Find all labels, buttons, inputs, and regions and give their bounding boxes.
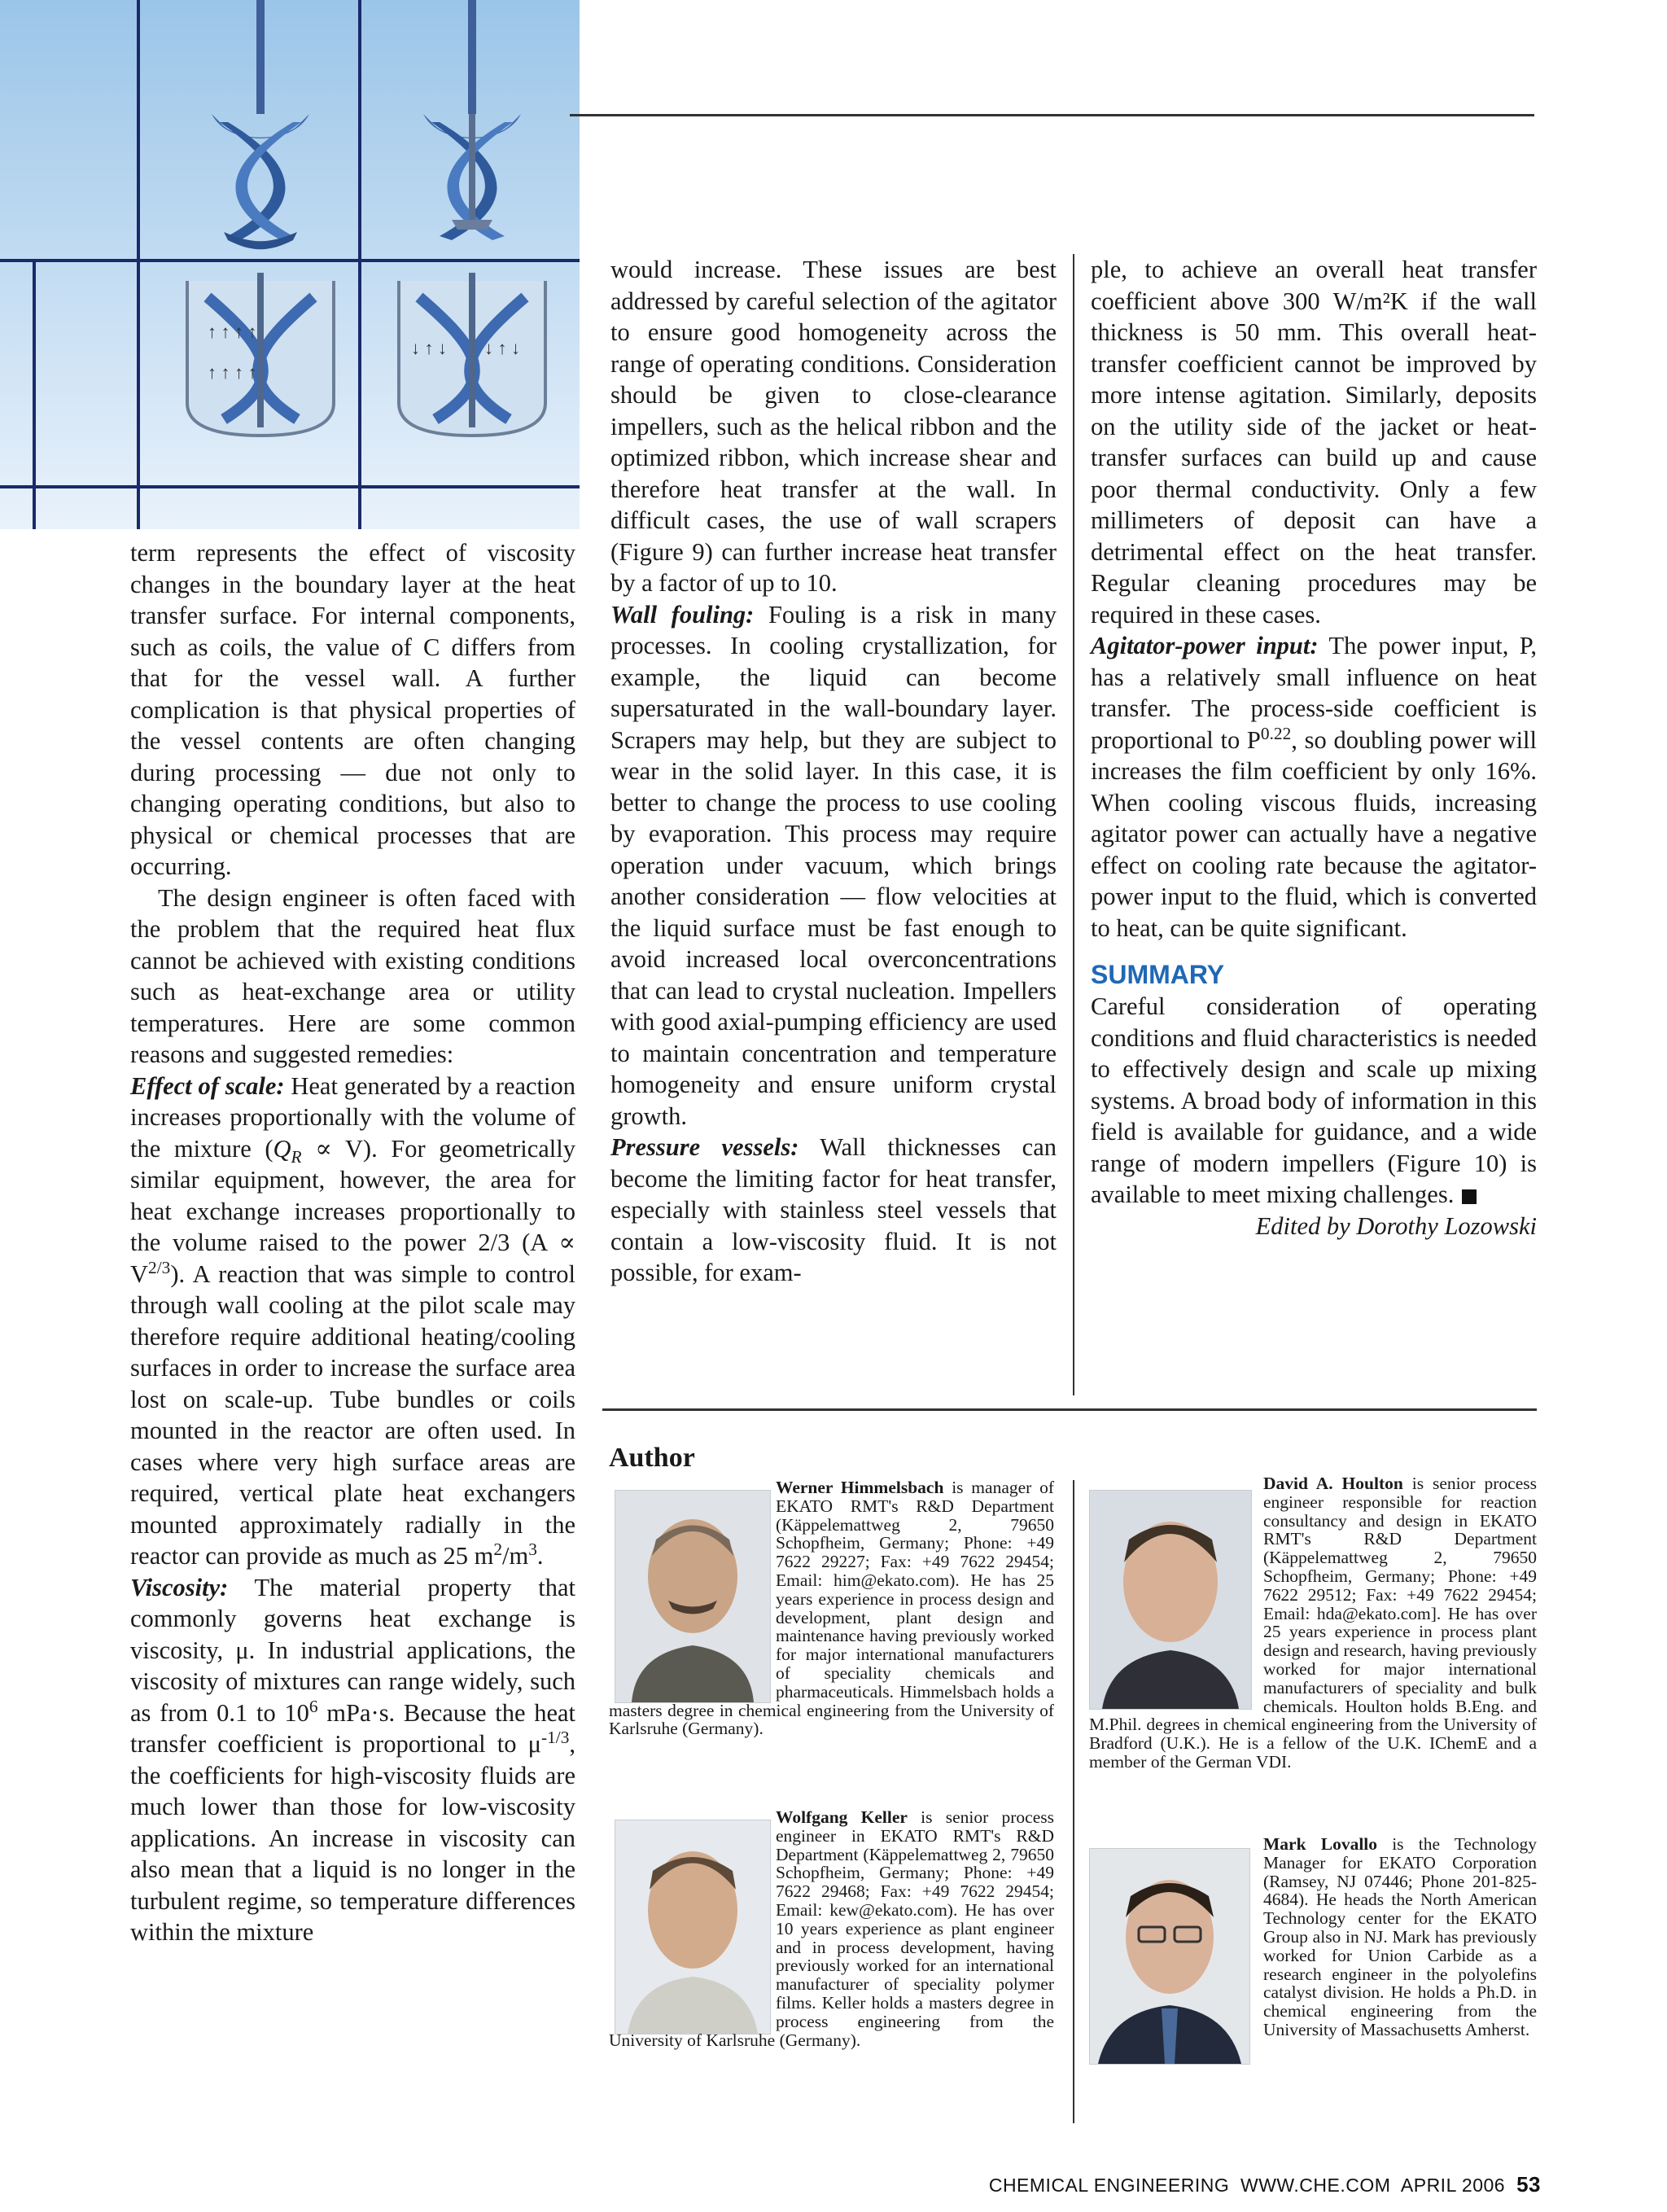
paragraph-wall-fouling: [610, 599, 1057, 1132]
text-run: mPa·s. Because the heat transfer coefficient is proportional to μ: [130, 1698, 576, 1758]
bio-keller: [609, 1808, 1054, 2049]
figure-grid-line: [358, 0, 361, 529]
text-run: ∝ V). For geometrically similar equipment, however, the area for heat exchange increases proportionally to the volume raised to the power 2/3 (A ∝ V: [130, 1134, 575, 1288]
math-exponent: 2: [493, 1539, 502, 1559]
author-name: Mark Lovallo: [1263, 1834, 1378, 1854]
text-column-3: [1091, 254, 1537, 1242]
photo-spacer: [1089, 1474, 1263, 1699]
svg-text:↓ ↑ ↓: ↓ ↑ ↓: [484, 338, 520, 358]
author-bio-text: is senior process engineer in EKATO RMT's R&D Department (Käppelemattweg 2, 79650 Schopfheim, Germany; Phone: +49 7622 29468; Fax: +49 7622 29454; Email: kew@ekato.com). He has over 10 years experience as plant engineer and in process development, having previously worked for an international manufacturer of speciality polymer films. Keller holds a masters degree in process engineering from the University of Karlsruhe (Germany).: [609, 1807, 1054, 2050]
author-name: Werner Himmelsbach: [776, 1478, 944, 1497]
photo-spacer: [609, 1808, 776, 2021]
bio-lovallo: [1089, 1835, 1537, 2057]
run-in-heading: Viscosity:: [130, 1573, 229, 1601]
footer-publication: CHEMICAL ENGINEERING WWW.CHE.COM APRIL 2006: [988, 2175, 1506, 2196]
impeller-figure: [0, 0, 580, 529]
author-bio-text: is the Technology Manager for EKATO Corporation (Ramsey, NJ 07446; Phone 201-825-4684). He heads the North American Technology center for the EKATO Group also in NJ. Mark has previously worked for Union Carbide as a research engineer in the polyolefins catalyst division. He holds a Ph.D. in chemical engineering from the University of Massachusetts Amherst.: [1263, 1834, 1537, 2039]
math-variable: Q: [273, 1134, 291, 1163]
paragraph-agitator-power: [1091, 630, 1537, 944]
text-run: The power input, P, has a relatively small influence on heat transfer. The process-side coefficient is proportional to P: [1091, 632, 1537, 754]
text-column-1: [130, 537, 575, 1948]
photo-spacer: [1089, 1835, 1263, 2057]
text-run: Careful consideration of operating conditions and fluid characteristics is needed to effectively design and scale up mixing systems. A broad body of information in this field is available for guidance, and a wide range of modern impellers (Figure 10) is available to meet mixing challenges.: [1091, 992, 1537, 1208]
bio-houlton: [1089, 1474, 1537, 1772]
flow-pattern-vessel-icon: [387, 273, 558, 444]
run-in-heading: Effect of scale:: [130, 1071, 285, 1100]
author-rule: [602, 1408, 1537, 1411]
paragraph-viscosity: [130, 1572, 575, 1948]
header-rule: [570, 114, 1534, 116]
scraper-ribbon-impeller-icon: [391, 0, 553, 252]
svg-text:↑ ↑ ↑ ↑: ↑ ↑ ↑ ↑: [208, 322, 257, 342]
paragraph-effect-of-scale: [130, 1071, 575, 1572]
paragraph: The design engineer is often faced with the problem that the required heat flux cannot be achieved with existing conditions such as heat-exchange area or utility temperatures. Here are some common reasons and suggested remedies:: [130, 883, 575, 1068]
editor-credit: Edited by Dorothy Lozowski: [1255, 1211, 1537, 1240]
svg-text:↓ ↑ ↓: ↓ ↑ ↓: [411, 338, 447, 358]
author-bio-text: is manager of EKATO RMT's R&D Department (Käppelemattweg 2, 79650 Schopfheim, Germany; Phone: +49 7622 29227; Fax: +49 7622 29454; Email: him@ekato.com). He has 25 years experience in process design and development, plant design and maintenance having previously worked for major international manufacturers of speciality chemicals and pharmaceuticals. Himmelsbach holds a masters degree in chemical engineering from the University of Karlsruhe (Germany).: [609, 1478, 1054, 1739]
text-run: , so doubling power will increases the film coefficient by only 16%. When cooling viscous fluids, increasing agitator power can actually have a negative effect on cooling rate because the agitator-power input to the fluid, which is converted to heat, can be quite significant.: [1091, 725, 1537, 942]
summary-paragraph: [1091, 991, 1537, 1211]
author-name: Wolfgang Keller: [776, 1807, 908, 1827]
text-run: Fouling is a risk in many processes. In cooling crystallization, for example, the liquid can become supersaturated in the wall-boundary layer. Scrapers may help, but they are subject to wear in the solid layer. In this case, it is better to change the process to use cooling by evaporation. This process may require operation under vacuum, which brings another consideration — flow velocities at the liquid surface must be fast enough to avoid increased local overconcentrations that can lead to crystal nucleation. Impellers with good axial-pumping efficiency are used to maintain concentration and temperature homogeneity and ensure uniform crystal growth.: [610, 600, 1057, 1130]
author-name: David A. Houlton: [1263, 1474, 1403, 1493]
run-in-heading: Pressure vessels:: [610, 1133, 799, 1161]
page-number: 53: [1516, 2172, 1541, 2197]
photo-spacer: [609, 1478, 776, 1692]
helical-ribbon-impeller-icon: [179, 0, 342, 252]
page-footer: [989, 2172, 1541, 2197]
math-exponent: 6: [308, 1696, 318, 1716]
summary-heading: SUMMARY: [1091, 960, 1225, 989]
text-run: , the coefficients for high-viscosity fluids are much lower than those for low-viscosity applications. An increase in viscosity can also mean that a liquid is no longer in the turbulent regime, so temperature differences within the mixture: [130, 1730, 575, 1946]
author-bio-text: is senior process engineer responsible for reaction consultancy and design in EKATO RMT's R&D Department (Käppelemattweg 2, 79650 Schopfheim, Germany; Phone: +49 7622 29512; Fax: +49 7622 29454; Email: hda@ekato.com]. He has over 25 years experience in process plant design and research, having previously worked for major international manufacturers of speciality and bulk chemicals. Houlton holds B.Eng. and M.Phil. degrees in chemical engineering from the University of Bradford (U.K.). He is a fellow of the U.K. IChemE and a member of the German VDI.: [1089, 1474, 1537, 1772]
bio-himmelsbach: [609, 1478, 1054, 1738]
text-run: The material property that commonly governs heat exchange is viscosity, μ. In industrial applications, the viscosity of mixtures can range widely, such as from 0.1 to 10: [130, 1573, 575, 1727]
author-column-rule: [1073, 1480, 1074, 2123]
paragraph: ple, to achieve an overall heat transfer coefficient above 300 W/m²K if the wall thickness is 50 mm. This overall heat-transfer coefficient cannot be improved by more intense agitation. Similarly, deposits on the utility side of the jacket or heat-transfer surfaces can build up and cause poor thermal conductivity. Only a few millimeters of deposit can have a detrimental effect on the heat transfer. Regular cleaning procedures may be required in these cases.: [1091, 256, 1537, 629]
math-exponent: 2/3: [148, 1257, 171, 1277]
text-run: .: [536, 1542, 544, 1570]
end-mark-icon: [1462, 1189, 1477, 1204]
paragraph-pressure-vessels: [610, 1132, 1057, 1289]
author-heading: Author: [609, 1443, 695, 1473]
paragraph: would increase. These issues are best addressed by careful selection of the agitator to ensure good homogeneity across the range of operating conditions. Consideration should be given to close-clearance impellers, such as the helical ribbon and the optimized ribbon, which increase shear and therefore heat transfer at the wall. In difficult cases, the use of wall scrapers (Figure 9) can further increase heat transfer by a factor of up to 10.: [610, 256, 1057, 597]
math-exponent: 3: [528, 1539, 537, 1559]
math-exponent: 0.22: [1260, 723, 1292, 743]
figure-grid-line: [0, 259, 580, 262]
text-column-2: [610, 254, 1057, 1289]
math-subscript: R: [291, 1146, 302, 1167]
figure-grid-line: [0, 485, 580, 488]
flow-pattern-vessel-icon: [175, 273, 346, 444]
text-run: ). A reaction that was simple to control through wall cooling at the pilot scale may therefore require additional heating/cooling surfaces in order to increase the surface area lost on scale-up. Tube bundles or coils mounted in the reactor are often used. In cases where very high surface areas are required, vertical plate heat exchangers mounted approximately radially in the reactor can provide as much as 25 m: [130, 1259, 575, 1570]
column-rule: [1073, 254, 1074, 1395]
text-run: Wall thicknesses can become the limiting factor for heat transfer, especially with stainless steel vessels that contain a low-viscosity fluid. It is not possible, for exam-: [610, 1133, 1057, 1286]
figure-grid-line: [33, 261, 36, 529]
run-in-heading: Agitator-power input:: [1091, 632, 1319, 659]
run-in-heading: Wall fouling:: [610, 600, 755, 629]
svg-text:↑ ↑ ↑ ↑: ↑ ↑ ↑ ↑: [208, 362, 257, 383]
figure-grid-line: [137, 0, 140, 529]
text-run: Heat generated by a reaction increases proportionally with the volume of the mixture (: [130, 1071, 576, 1163]
text-run: /m: [502, 1542, 529, 1570]
math-exponent: -1/3: [540, 1727, 570, 1747]
paragraph: term represents the effect of viscosity changes in the boundary layer at the heat transfer surface. For internal components, such as coils, the value of C differs from that for the vessel wall. A further complication is that physical properties of the vessel contents are often changing during processing — due not only to changing operating conditions, but also to physical or chemical processes that are occurring.: [130, 539, 575, 880]
